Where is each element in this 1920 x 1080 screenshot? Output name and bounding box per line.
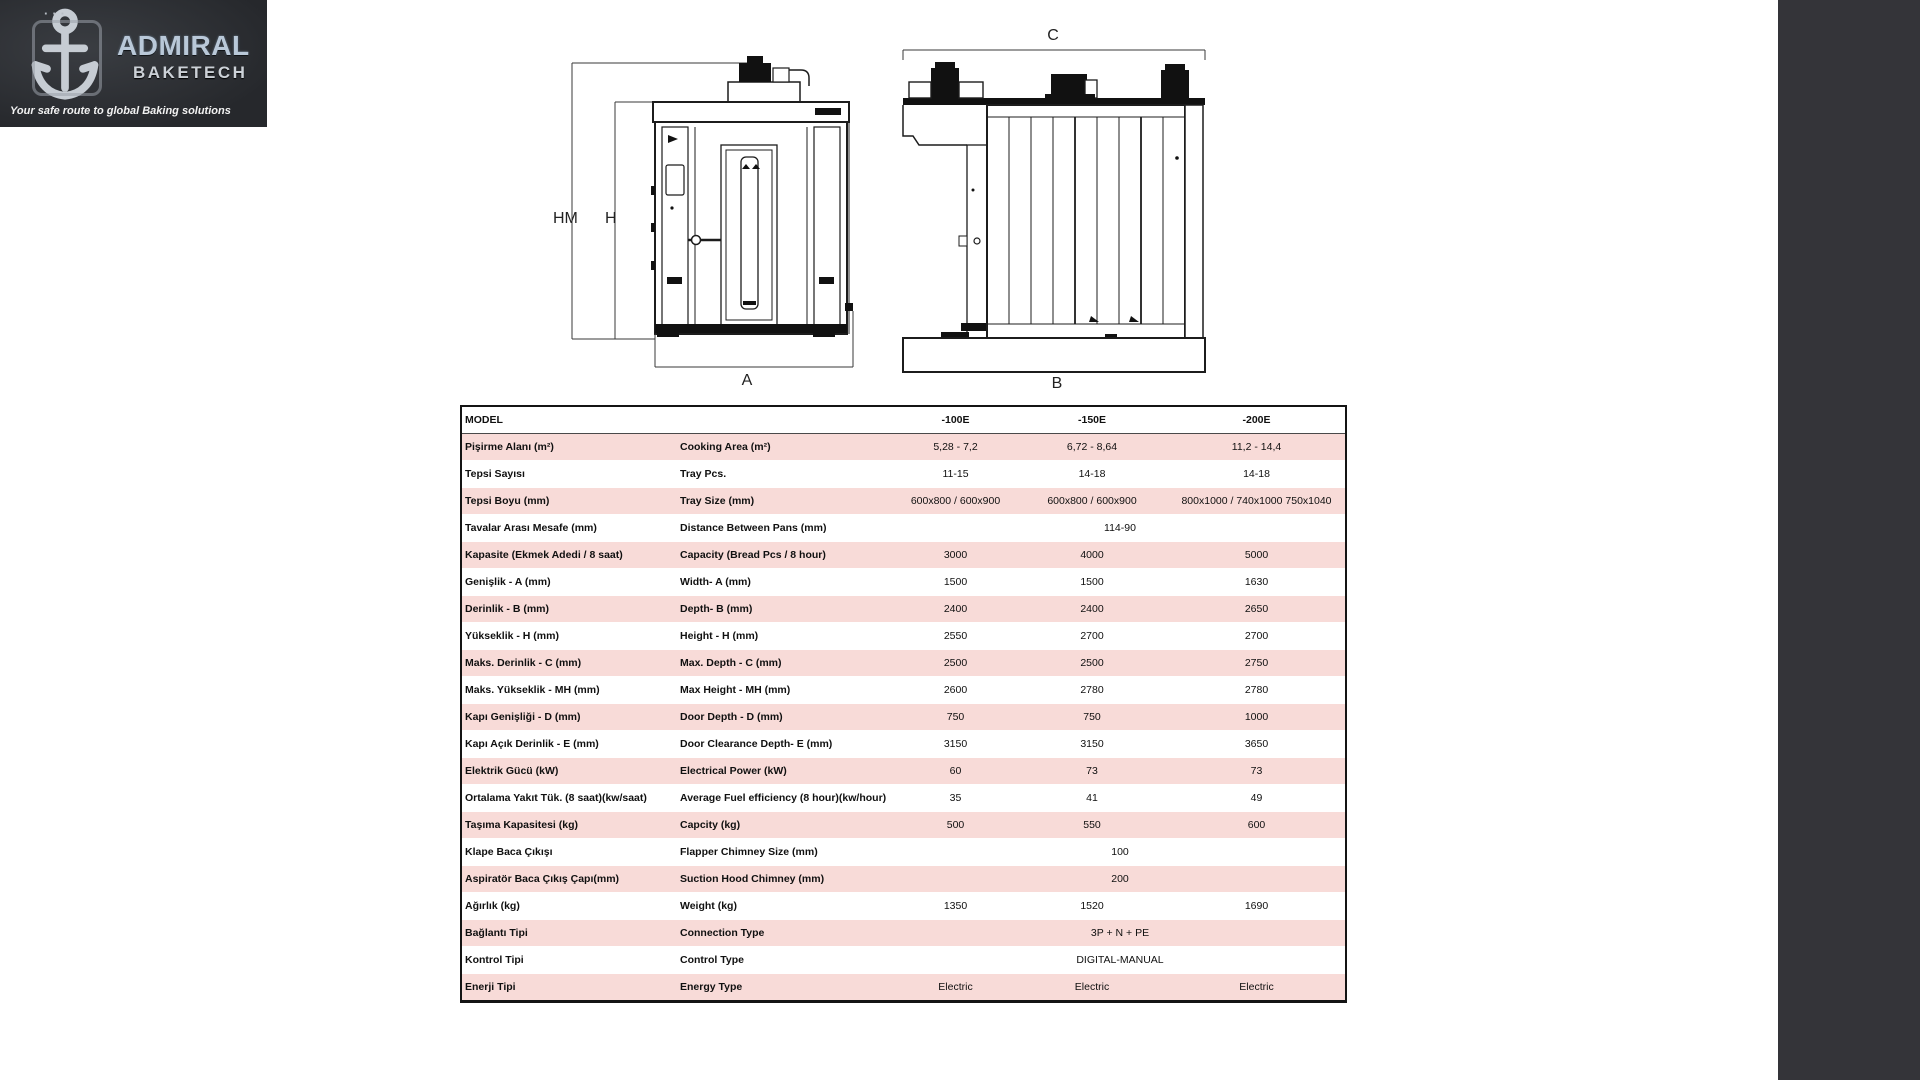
table-row [461, 704, 1346, 731]
spec-value: 35 [949, 792, 962, 804]
dim-label-hm: HM [553, 210, 578, 227]
spec-label-en: Door Clearance Depth- E (mm) [680, 738, 833, 750]
spec-value: 1500 [1080, 576, 1104, 588]
spec-label-tr: Pişirme Alanı (m²) [465, 441, 554, 453]
dim-label-b: B [1051, 375, 1063, 392]
table-row [461, 974, 1346, 1002]
spec-value: 6,72 - 8,64 [1066, 441, 1118, 453]
spec-value: 550 [1083, 819, 1101, 831]
table-row [461, 893, 1346, 920]
table-row [461, 434, 1346, 461]
table-row [461, 515, 1346, 542]
spec-label-en: Capcity (kg) [680, 819, 741, 831]
spec-label-en: Distance Between Pans (mm) [680, 522, 827, 534]
spec-value: 2650 [1244, 603, 1269, 615]
spec-value: 11,2 - 14,4 [1231, 441, 1282, 453]
table-header-row [461, 406, 1346, 434]
anchor-frame-decoration [32, 20, 102, 96]
spec-label-en: Door Depth - D (mm) [680, 711, 783, 723]
spec-label-en: Max. Depth - C (mm) [680, 657, 782, 669]
table-row [461, 731, 1346, 758]
spec-label-en: Tray Pcs. [680, 468, 727, 480]
spec-value: 750 [946, 711, 965, 723]
brand-name: ADMIRAL [117, 30, 250, 61]
spec-label-tr: Kapı Açık Derinlik - E (mm) [465, 738, 599, 750]
table-row [461, 839, 1346, 866]
spec-value: 600x800 / 600x900 [1047, 495, 1137, 507]
spec-label-en: Tray Size (mm) [680, 495, 755, 507]
spec-label-tr: Ağırlık (kg) [465, 900, 520, 912]
spec-value: 49 [1250, 792, 1263, 804]
spec-label-tr: Bağlantı Tipi [465, 927, 528, 939]
spec-value: 2400 [943, 603, 968, 615]
spec-value: 2750 [1244, 657, 1269, 669]
dim-label-a: A [741, 372, 753, 389]
spec-label-en: Average Fuel efficiency (8 hour)(kw/hour) [680, 792, 887, 804]
spec-label-en: Cooking Area (m²) [680, 441, 771, 453]
spec-label-tr: Klape Baca Çıkışı [465, 846, 553, 858]
spec-label-tr: Elektrik Gücü (kW) [465, 765, 559, 777]
spec-value-merged: DIGITAL-MANUAL [1076, 954, 1164, 966]
spec-label-tr: Tepsi Sayısı [465, 468, 525, 480]
table-row [461, 542, 1346, 569]
spec-label-en: Electrical Power (kW) [680, 765, 787, 777]
spec-value: 2780 [1244, 684, 1269, 696]
front-view-drawing [553, 56, 853, 389]
spec-value: 73 [1086, 765, 1098, 777]
spec-value-merged: 114-90 [1104, 522, 1136, 534]
model-header-spacer [677, 406, 895, 434]
spec-value: Electric [938, 981, 973, 993]
spec-label-en: Connection Type [680, 927, 765, 939]
table-row [461, 623, 1346, 650]
spec-value: 11-15 [942, 468, 969, 480]
table-row [461, 677, 1346, 704]
table-row [461, 650, 1346, 677]
spec-value: 2500 [943, 657, 968, 669]
spec-value: 600 [1247, 819, 1266, 831]
spec-label-tr: Kapı Genişliği - D (mm) [465, 711, 581, 723]
spec-value: 500 [946, 819, 965, 831]
table-row [461, 488, 1346, 515]
spec-label-en: Control Type [680, 954, 744, 966]
table-row [461, 569, 1346, 596]
spec-label-tr: Maks. Derinlik - C (mm) [465, 657, 582, 669]
spec-label-en: Flapper Chimney Size (mm) [680, 846, 818, 858]
spec-value: 800x1000 / 740x1000 750x1040 [1181, 495, 1332, 507]
right-dark-band [1778, 0, 1920, 1080]
spec-label-tr: Genişlik - A (mm) [465, 576, 551, 588]
spec-value: 2600 [943, 684, 968, 696]
table-row [461, 461, 1346, 488]
model-column-200e: -200E [1242, 414, 1271, 426]
spec-value: 2700 [1080, 630, 1104, 642]
spec-value: 2700 [1244, 630, 1269, 642]
spec-value-merged: 100 [1111, 846, 1129, 858]
technical-drawings [545, 18, 1225, 398]
spec-label-en: Max Height - MH (mm) [680, 684, 791, 696]
model-header-label: MODEL [465, 414, 503, 426]
spec-value: 1000 [1244, 711, 1269, 723]
spec-value: 60 [949, 765, 962, 777]
spec-value: 600x800 / 600x900 [910, 495, 1001, 507]
spec-value: 1520 [1080, 900, 1104, 912]
spec-label-tr: Derinlik - B (mm) [465, 603, 550, 615]
spec-label-en: Energy Type [680, 981, 743, 993]
spec-label-tr: Enerji Tipi [465, 981, 516, 993]
spec-label-en: Width- A (mm) [680, 576, 751, 588]
spec-label-tr: Taşıma Kapasitesi (kg) [465, 819, 579, 831]
side-view-drawing [903, 27, 1205, 392]
spec-value: 4000 [1080, 549, 1104, 561]
spec-label-tr: Kontrol Tipi [465, 954, 524, 966]
spec-label-tr: Yükseklik - H (mm) [465, 630, 559, 642]
anchor-icon [26, 6, 104, 106]
model-column-150e: -150E [1077, 414, 1107, 426]
spec-label-en: Depth- B (mm) [680, 603, 753, 615]
spec-value: 14-18 [1078, 468, 1106, 480]
spec-value-merged: 3P + N + PE [1090, 927, 1150, 939]
spec-label-en: Suction Hood Chimney (mm) [680, 873, 825, 885]
company-logo [0, 0, 267, 127]
spec-label-tr: Aspiratör Baca Çıkış Çapı(mm) [465, 873, 620, 885]
spec-value: 5,28 - 7,2 [933, 441, 978, 453]
spec-value: 750 [1083, 711, 1101, 723]
table-row [461, 866, 1346, 893]
model-column-100e: -100E [941, 414, 970, 426]
spec-label-en: Weight (kg) [680, 900, 737, 912]
spec-label-tr: Tepsi Boyu (mm) [465, 495, 550, 507]
spec-value: Electric [1074, 981, 1110, 993]
spec-label-tr: Kapasite (Ekmek Adedi / 8 saat) [465, 549, 623, 561]
spec-table [460, 405, 1347, 1003]
spec-value: 3150 [943, 738, 968, 750]
spec-value: 1500 [943, 576, 968, 588]
spec-value: 3150 [1080, 738, 1104, 750]
spec-label-en: Capacity (Bread Pcs / 8 hour) [680, 549, 826, 561]
spec-value: 1350 [943, 900, 968, 912]
spec-value-merged: 200 [1111, 873, 1129, 885]
spec-value: 14-18 [1243, 468, 1270, 480]
table-row [461, 920, 1346, 947]
spec-label-tr: Tavalar Arası Mesafe (mm) [465, 522, 597, 534]
spec-value: 3650 [1244, 738, 1269, 750]
table-row [461, 758, 1346, 785]
spec-label-tr: Maks. Yükseklik - MH (mm) [465, 684, 600, 696]
table-row [461, 596, 1346, 623]
spec-value: 2550 [943, 630, 968, 642]
table-row [461, 785, 1346, 812]
brand-subname: BAKETECH [133, 63, 248, 82]
spec-label-en: Height - H (mm) [680, 630, 759, 642]
spec-value: 3000 [943, 549, 968, 561]
spec-value: 2780 [1080, 684, 1104, 696]
spec-value: 1630 [1244, 576, 1269, 588]
spec-value: 73 [1250, 765, 1263, 777]
spec-label-tr: Ortalama Yakıt Tük. (8 saat)(kw/saat) [465, 792, 647, 804]
table-row [461, 812, 1346, 839]
spec-value: 5000 [1244, 549, 1269, 561]
anchor-dots-decoration: ··· [44, 6, 69, 21]
spec-table-body [461, 434, 1346, 1002]
spec-value: 2500 [1080, 657, 1104, 669]
table-row [461, 947, 1346, 974]
spec-value: 1690 [1244, 900, 1269, 912]
spec-value: 2400 [1080, 603, 1104, 615]
dim-label-c: C [1047, 27, 1059, 44]
spec-value: 41 [1086, 792, 1098, 804]
spec-value: Electric [1239, 981, 1274, 993]
brand-tagline: Your safe route to global Baking solutions [10, 105, 231, 117]
dim-label-h: H [605, 210, 617, 227]
